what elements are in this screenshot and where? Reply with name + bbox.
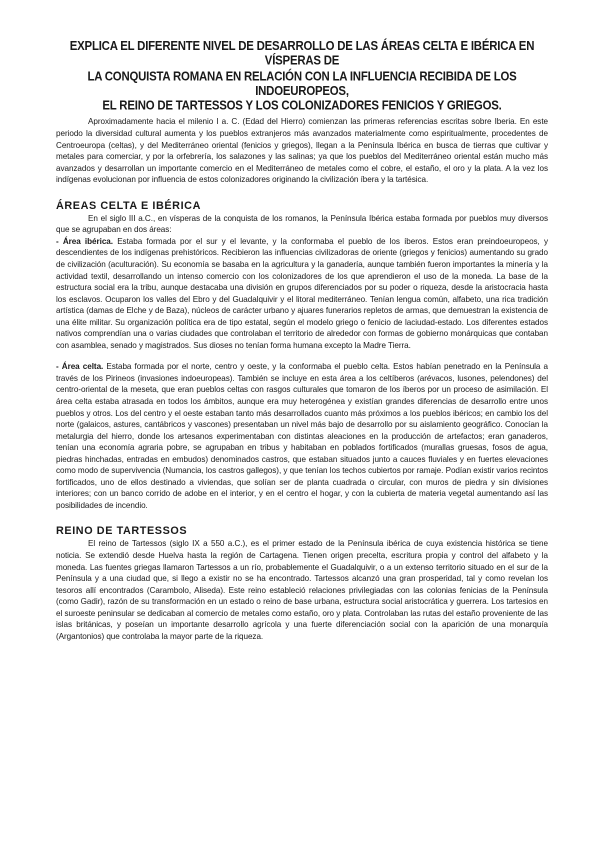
section1-intro-paragraph: En el siglo III a.C., en vísperas de la conquista de los romanos, la Península Ibérica estaba formada por pueblos muy diversos que se agrupaban en dos áreas: (56, 213, 548, 235)
title-line-2: LA CONQUISTA ROMANA EN RELACIÓN CON LA INFLUENCIA RECIBIDA DE LOS INDOEUROPEOS, (87, 69, 517, 99)
iberica-lead: - Área ibérica. (56, 236, 113, 246)
iberica-paragraph (56, 236, 548, 351)
celta-lead: - Área celta. (56, 362, 104, 372)
intro-paragraph: Aproximadamente hacia el milenio I a. C. (Edad del Hierro) comienzan las primeras referencias escritas sobre Iberia. En este periodo la diversidad cultural aumenta y los pueblos extranjeros más avanzados materialmente como espiritualmente, procedentes de Centroeuropa (celtas), y del Mediterráneo oriental (fenicios y griegos), llegan a la Península Ibérica en busca de tierras que cultivar y metales para comerciar, y por la orfebrería, los salazones y las salinas; ya que los pueblos del Mediterráneo oriental están mucho más avanzados y desarrollan un importante comercio en el Mediterráneo de metales como el cobre, el estaño, el oro y la plata. A la vez los indígenas evolucionan por influencia de estos colonizadores originando la civilización íbera y la tartésica. (56, 117, 548, 185)
celta-text: Estaba formada por el norte, centro y oeste, y la conformaba el pueblo celta. Estos habían penetrado en la Península a través de los Pirineos (invasiones indoeuropeas). También se incluye en esta área a los celtíberos (arévacos, lusones, pelendones) del centro-oriental de la meseta, que eran pueblos celtas con rasgos culturales que tomaron de los íberos por un proceso de asimilación. El área celta estaba atrasada en todos los ámbitos, aunque era muy heterogénea y existían grandes diferencias de desarrollo entre unos pueblos y otros. Los del centro y el oeste estaban tanto más desarrollados cuanto más próximos a los pueblos ibéricos; en cambio los del norte (galaicos, astures, cantábricos y vascones) presentaban un nivel más bajo de desarrollo por su aislamiento geográfico. Conocían la metalurgia del hierro, donde los artesanos experimentaban con distintas aleaciones en la producción de artefactos; eran ganaderos, tenían una economía agraria pobre, se agrupaban en tribus y habitaban en poblados fortificados (murallas gruesas, fosos de agua, piedras hinchadas, entradas en embudos) denominados castros, que estaban situados junto a cauces fluviales y en fuertes elevaciones como modo de supervivencia (Numancia, los castros gallegos), y que tenían los techos cubiertos por ramaje. Podían existir varios recintos fortificados, uno de ellos destinado a viviendas, que solían ser de planta cuadrada o circular, con muros de piedra y sin divisiones interiores; con un banco corrido de adobe en el interior, y en el centro el hogar, y con la cubierta de materia vegetal aumentando así las posibilidades de incendio. (56, 362, 548, 510)
tartessos-paragraph: El reino de Tartessos (siglo IX a 550 a.C.), es el primer estado de la Península ibérica de cuya existencia histórica se tiene noticia. Se extendió desde Huelva hasta la región de Cartagena. Tienen origen precelta, escritura propia y control del alfabeto y la moneda. Las fuentes griegas llamaron Tartessos a un río, probablemente el Guadalquivir, o a un extenso territorio situado en el sur de la Península y a una ciudad que, si llego a existir no se ha encontrado. Tartessos alcanzó una gran prosperidad, tal y como revelan los tesoros allí encontrados (Carambolo, Aliseda). Este reino estableció relaciones privilegiadas con las colonias fenicias de la Península (como Gadir), razón de su transformación en un estado o reino de base urbana, estructura social aristocrática y guerrera. Los tartesios en el suroeste peninsular se dedicaban al comercio de metales como estaño, oro y plata. Controlaban las rutas del estaño proveniente de las islas británicas, y poseían un importante desarrollo agrícola y una fuerte diferenciación social con la aparición de una monarquía (Argantonios) que controlaba la mayor parte de la riqueza. (56, 539, 548, 641)
title-line-3: EL REINO DE TARTESSOS Y LOS COLONIZADORES FENICIOS Y GRIEGOS. (102, 99, 502, 114)
section-heading-celta-iberica: ÁREAS CELTA E IBÉRICA (56, 199, 201, 212)
document-title (56, 40, 548, 114)
iberica-text: Estaba formada por el sur y el levante, y la conformaba el pueblo de los íberos. Estos eran preindoeuropeos, y descendientes de los indígenas prehistóricos. Recibieron las influencias civilizadoras de oriente (griegos y fenicios) aumentando su grado de civilización (aculturación). Su economía se basaba en la agricultura y la ganadería, aunque también fueron importantes la minería y la actividad textil, desarrollando un intenso comercio con los colonizadores de los que aprendieron el uso de la moneda. La base de la estructura social era la tribu, aunque destacaba una división en grupos diferenciados por su poder o riqueza, desde la aristocracia hasta los esclavos. Ocuparon los valles del Ebro y del Guadalquivir y el litoral mediterráneo. Tenían lengua común, alfabeto, una rica tradición artística (damas de Elche y de Baza), núcleos de carácter urbano y ajuares funerarios repletos de armas, que demuestran la existencia de una élite militar. Su organización política era de tipo estatal, según el modelo griego o fenicio de laciudad-estado. Los diferentes estados nativos comprendían una o varias ciudades que controlaban el territorio de alrededor con formas de gobierno monárquicas que contaban con asamblea, senado y magistrados. Sus dioses no tenían forma humana excepto la Madre Tierra. (56, 236, 548, 350)
title-line-1: EXPLICA EL DIFERENTE NIVEL DE DESARROLLO DE LAS ÁREAS CELTA E IBÉRICA EN VÍSPERAS DE (69, 40, 535, 69)
celta-paragraph (56, 361, 548, 511)
section-heading-tartessos: REINO DE TARTESSOS (56, 525, 188, 538)
